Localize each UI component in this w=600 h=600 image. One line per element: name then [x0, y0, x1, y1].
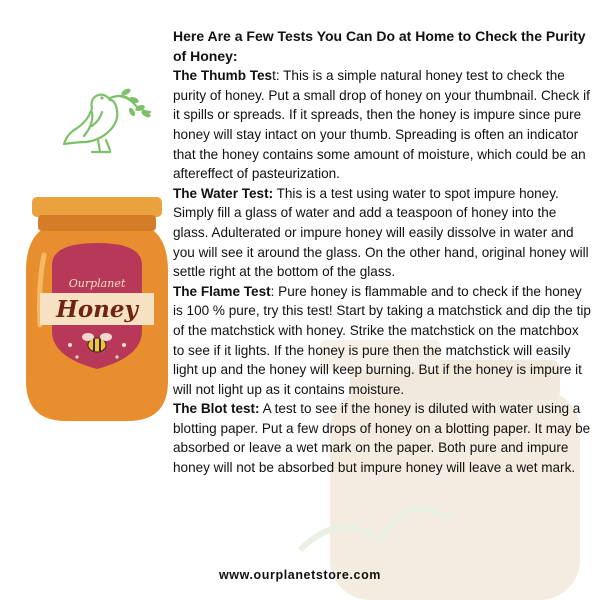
thumb-test-paragraph: [173, 66, 591, 184]
bird-with-olive-branch-icon: [62, 82, 154, 162]
thumb-test-body: : This is a simple natural honey test to check the purity of honey. Put a small drop of honey on your thumbnail. Check if it spills or spreads. If it spreads, then the honey is impure since pure honey will stay intact on your thumb. Spreading is often an indicator that the honey contains some amount of moisture, which could be an aftereffect of pasteurization.: [173, 68, 590, 182]
website-url: www.ourplanetstore.com: [218, 568, 382, 582]
water-test-paragraph: [173, 184, 591, 282]
honey-jar-icon: [22, 195, 172, 425]
flame-test-paragraph: [173, 282, 591, 400]
water-test-title: The Water Test:: [173, 185, 274, 201]
honey-tests-article: [173, 27, 591, 478]
blot-test-paragraph: [173, 399, 591, 477]
water-test-body: This is a test using water to spot impure honey. Simply fill a glass of water and add a teaspoon of honey into the glass. Adulterated or impure honey will easily dissolve in water and you will see it around the glass. On the other hand, original honey will settle right at the bottom of the glass.: [173, 185, 589, 280]
blot-test-body: A test to see if the honey is diluted with water using a blotting paper. Put a few drops of honey on a blotting paper. It may be absorbed or leave a wet mark on the paper. Both pure and impure honey will not be absorbed but impure honey will leave a wet mark.: [173, 401, 591, 476]
flame-test-body: : Pure honey is flammable and to check if the honey is 100 % pure, try this test! Start by taking a matchstick and dip the tip of the matchstick with honey. Strike the matchstick on the matchbox to see if it lights. If the honey is pure then the matchstick will easily light up and the honey will keep burning. But if the honey is impure it will not light up as it contains moisture.: [173, 283, 591, 397]
thumb-test-title-rest: t: [272, 68, 276, 84]
jar-product-label: Honey: [56, 296, 138, 323]
article-heading: Here Are a Few Tests You Can Do at Home to Check the Purity of Honey:: [173, 28, 586, 64]
thumb-test-title: The Thumb Tes: [173, 68, 273, 84]
blot-test-title: The Blot test:: [173, 401, 260, 417]
flame-test-title: The Flame Test: [173, 283, 271, 299]
jar-brand-label: Ourplanet: [68, 277, 126, 290]
